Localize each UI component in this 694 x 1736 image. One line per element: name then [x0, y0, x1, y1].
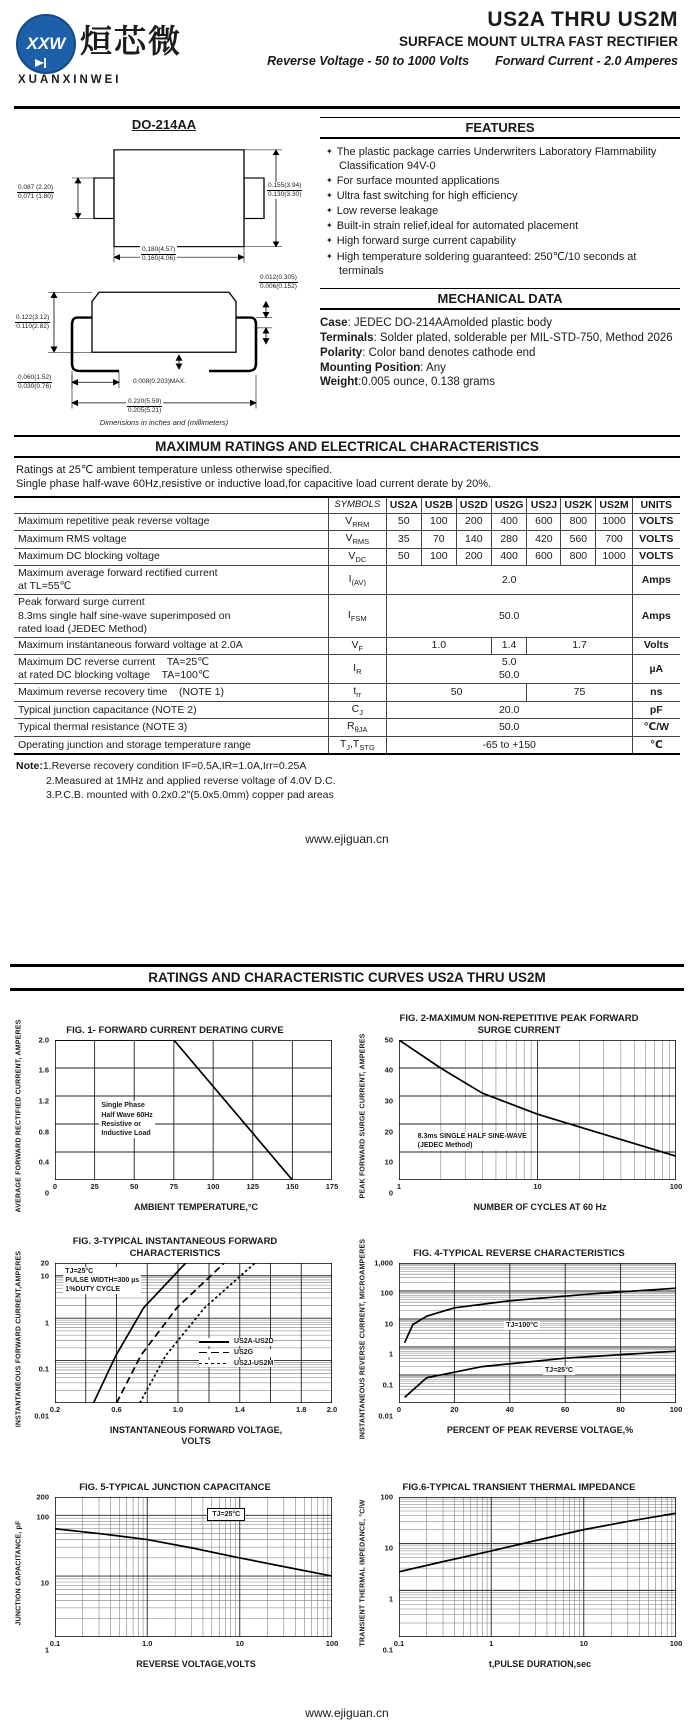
y-axis-label: PEAK FORWARD SURGE CURRENT, AMPERES [359, 1033, 367, 1199]
symbol-cell: $T_J,T_{STG}$ [328, 736, 386, 754]
mech-line-terminals: Terminals: Solder plated, solderable per MIL-STD-750, Method 2026 [320, 331, 673, 344]
feature-item: ✦ Ultra fast switching for high efficiency [326, 190, 518, 203]
value-cell: 800 [561, 513, 596, 530]
param-cell: Maximum repetitive peak reverse voltage [14, 513, 328, 530]
value-cell: 70 [421, 531, 456, 548]
note-line: 2.Measured at 1MHz and applied reverse voltage of 4.0V D.C. [46, 774, 336, 787]
value-cell: 420 [527, 531, 561, 548]
tick-label: 1.6 [38, 1065, 49, 1075]
param-cell: Maximum instantaneous forward voltage at 2.0A [14, 637, 328, 654]
figure-title: FIG. 2-MAXIMUM NON-REPETITIVE PEAK FORWARD SURGE CURRENT [399, 1013, 639, 1036]
plot-area [399, 1040, 676, 1180]
tick-label: 0 [396, 1404, 402, 1414]
feature-item: ✦ The plastic package carries Underwriters Laboratory Flammability Classification 94V-0 [326, 146, 657, 173]
table-row [14, 513, 680, 530]
symbol-cell: $R_{\theta JA}$ [328, 719, 386, 736]
table-row [14, 684, 680, 701]
feature-item: ✦ High forward surge current capability [326, 235, 516, 248]
y-axis-ticks [371, 1258, 397, 1421]
tick-label: 10 [40, 1271, 49, 1281]
value-cell: 140 [456, 531, 491, 548]
tick-label: 0.8 [38, 1127, 49, 1137]
symbol-cell: $V_F$ [328, 637, 386, 654]
bullet-icon: ✦ [326, 251, 333, 261]
unit-cell: ℃/W [632, 719, 680, 736]
header-titles [267, 8, 678, 68]
logo-mark [16, 14, 76, 74]
note-line: Note:1.Reverse recovery condition IF=0.5A,IR=1.0A,Irr=0.25A [16, 760, 307, 773]
tick-label: 100 [669, 1181, 683, 1191]
value-cell: 20.0 [386, 701, 632, 718]
chart-legend [199, 1338, 274, 1370]
tick-label: 1 [396, 1181, 402, 1191]
tick-label: 10 [579, 1638, 588, 1648]
value-cell: 200 [456, 513, 491, 530]
tick-label: 0.1 [393, 1638, 405, 1648]
part-number-title: US2A THRU US2M [487, 8, 678, 31]
forward-current-rating: Forward Current - 2.0 Amperes [495, 54, 678, 68]
note-line: 3.P.C.B. mounted with 0.2x0.2"(5.0x5.0mm) copper pad areas [46, 788, 334, 801]
tick-label: 1.0 [172, 1404, 184, 1414]
tick-label: 1 [388, 1594, 393, 1604]
tick-label: 20 [384, 1127, 393, 1137]
feature-item: ✦ For surface mounted applications [326, 175, 500, 188]
table-row [14, 566, 680, 595]
legend-entry: US2G [199, 1349, 274, 1357]
ratings-intro: Ratings at 25℃ ambient temperature unless otherwise specified. Single phase half-wave 60Hz,resistive or inductive load,for capacitive load current derate by 20%. [16, 464, 492, 491]
curves-section-heading: RATINGS AND CHARACTERISTIC CURVES US2A THRU US2M [10, 964, 684, 991]
unit-cell: ns [632, 684, 680, 701]
figure-title: FIG.6-TYPICAL TRANSIENT THERMAL IMPEDANCE [402, 1482, 636, 1494]
value-cell: 5.0 50.0 [386, 655, 632, 684]
param-cell: Peak forward surge current 8.3ms single half sine-wave superimposed on rated load (JEDEC Method) [14, 595, 328, 637]
param-cell: Typical junction capacitance (NOTE 2) [14, 701, 328, 718]
bullet-icon: ✦ [326, 206, 333, 216]
x-axis-label: t,PULSE DURATION,sec [488, 1658, 592, 1669]
x-axis-ticks [49, 1638, 339, 1650]
value-cell: 400 [491, 513, 527, 530]
figure-5-junction-capacitance [10, 1470, 340, 1671]
figure-3-forward-characteristics [10, 1236, 340, 1448]
param-header [14, 497, 328, 514]
dim-tab-height: 0.087 (2.20) 0.071 (1.80) [18, 184, 54, 200]
value-cell: 560 [561, 531, 596, 548]
value-cell: 100 [421, 513, 456, 530]
mechanical-data-heading: MECHANICAL DATA [320, 288, 680, 310]
dim-overall-width: 0.220(5.59) 0.205(5.21) [128, 398, 162, 414]
mech-line-mounting: Mounting Position: Any [320, 361, 446, 374]
unit-cell: µA [632, 655, 680, 684]
legend-entry: US2A-US2D [199, 1338, 274, 1346]
device-header: US2K [561, 497, 596, 514]
figure-title: FIG. 3-TYPICAL INSTANTANEOUS FORWARD CHARACTERISTICS [72, 1235, 278, 1259]
tick-label: 0 [52, 1181, 58, 1191]
mech-line-weight: Weight:0.005 ounce, 0.138 grams [320, 376, 495, 389]
value-cell: 1000 [596, 513, 632, 530]
x-axis-ticks [49, 1404, 338, 1416]
value-cell: 700 [596, 531, 632, 548]
tick-label: 100 [206, 1181, 220, 1191]
unit-cell: pF [632, 701, 680, 718]
value-cell: 800 [561, 548, 596, 565]
tick-label: 0.1 [38, 1364, 49, 1374]
tick-label: 1.4 [234, 1404, 245, 1414]
tick-label: 100 [669, 1638, 683, 1648]
param-cell: Maximum reverse recovery time (NOTE 1) [14, 684, 328, 701]
figure-title: FIG. 5-TYPICAL JUNCTION CAPACITANCE [79, 1482, 271, 1494]
tick-label: 0.1 [382, 1380, 393, 1390]
ratings-summary [267, 54, 678, 68]
mech-line-case: Case: JEDEC DO-214AAmolded plastic body [320, 316, 553, 329]
symbols-header: SYMBOLS [328, 497, 386, 514]
tick-label: 1 [388, 1349, 393, 1359]
tick-label: 10 [40, 1578, 49, 1588]
tick-label: 175 [325, 1181, 339, 1191]
figure-1-forward-current-derating [10, 1013, 340, 1214]
tick-label: 1,000 [374, 1258, 393, 1268]
package-side-view [14, 266, 314, 416]
dim-body-height: 0.155(3.94) 0.130(3.30) [268, 182, 302, 198]
symbol-cell: $I_{(AV)}$ [328, 566, 386, 595]
x-axis-ticks [52, 1181, 339, 1193]
package-drawing-column [14, 113, 314, 427]
y-axis-ticks [371, 1035, 397, 1198]
figure-4-reverse-characteristics [354, 1236, 684, 1448]
ratings-table [14, 496, 680, 756]
tick-label: 1.2 [38, 1096, 49, 1106]
legend-entry: US2J-US2M [199, 1360, 274, 1368]
feature-item: ✦ Built-in strain relief,ideal for automated placement [326, 220, 579, 233]
tick-label: 10 [384, 1543, 393, 1553]
mech-line-polarity: Polarity: Color band denotes cathode end [320, 346, 536, 359]
value-cell: 50.0 [386, 719, 632, 736]
solid-line-icon [199, 1341, 229, 1343]
bullet-icon: ✦ [326, 147, 333, 156]
table-row [14, 531, 680, 548]
unit-cell: Amps [632, 566, 680, 595]
device-header: US2M [596, 497, 632, 514]
tick-label: 0.01 [34, 1411, 49, 1421]
value-cell: 280 [491, 531, 527, 548]
value-cell: 2.0 [386, 566, 632, 595]
tick-label: 100 [380, 1492, 393, 1502]
chart-canvas [399, 1040, 676, 1180]
value-cell: 600 [527, 548, 561, 565]
features-heading: FEATURES [320, 117, 680, 139]
unit-cell: ℃ [632, 736, 680, 754]
tick-label: 2.0 [326, 1404, 338, 1414]
dim-body-width: 0.180(4.57) 0.160(4.06) [142, 246, 176, 262]
tick-label: 50 [130, 1181, 139, 1191]
y-axis-ticks [371, 1492, 397, 1655]
top-section [0, 109, 694, 427]
website-link: www.ejiguan.cn [305, 831, 389, 846]
reverse-voltage-range: Reverse Voltage - 50 to 1000 Volts [267, 54, 470, 68]
dim-standoff: 0.008(0.203)MAX. [133, 378, 186, 385]
tick-label: 0 [44, 1188, 49, 1198]
value-cell: 50.0 [386, 595, 632, 637]
tick-label: 0.6 [111, 1404, 122, 1414]
figure-2-peak-forward-surge-current [354, 1013, 684, 1214]
tick-label: 1 [44, 1318, 49, 1328]
x-axis-ticks [393, 1638, 683, 1650]
y-axis-label: TRANSIENT THERMAL IMPEDANCE, °C/W [359, 1499, 367, 1647]
bullet-icon: ✦ [326, 176, 333, 186]
thermal-impedance-curve [399, 1513, 676, 1572]
tick-label: 125 [246, 1181, 260, 1191]
value-cell: 600 [527, 513, 561, 530]
chart-canvas [399, 1263, 676, 1403]
y-axis-ticks [27, 1492, 53, 1655]
x-axis-label: INSTANTANEOUS FORWARD VOLTAGE, VOLTS [109, 1424, 283, 1447]
symbol-cell: $t_{rr}$ [328, 684, 386, 701]
tick-label: 100 [380, 1288, 393, 1298]
plot-area [399, 1497, 676, 1637]
symbol-cell: $C_J$ [328, 701, 386, 718]
dotted-line-icon [199, 1363, 229, 1365]
chart-annotation: TJ=100°C [506, 1322, 539, 1330]
param-cell: Maximum DC reverse current TA=25℃ at rated DC blocking voltage TA=100℃ [14, 655, 328, 684]
company-logo [16, 14, 246, 86]
table-row [14, 701, 680, 718]
ratings-heading: MAXIMUM RATINGS AND ELECTRICAL CHARACTERISTICS [14, 435, 680, 458]
param-cell: Maximum RMS voltage [14, 531, 328, 548]
tick-label: 75 [169, 1181, 178, 1191]
dim-lead-thickness: 0.012(0.305) 0.006(0.152) [260, 274, 297, 290]
plot-area [55, 1040, 332, 1180]
ratings-section [14, 435, 680, 802]
unit-cell: VOLTS [632, 513, 680, 530]
value-cell: 35 [386, 531, 421, 548]
device-header: US2J [527, 497, 561, 514]
dimensions-caption: Dimensions in inches and (millimeters) [99, 418, 229, 427]
value-cell: 200 [456, 548, 491, 565]
param-cell: Operating junction and storage temperature range [14, 736, 328, 754]
table-header-row [14, 497, 680, 514]
y-axis-ticks [27, 1258, 53, 1421]
tick-label: 60 [561, 1404, 570, 1414]
x-axis-label: NUMBER OF CYCLES AT 60 Hz [473, 1201, 607, 1212]
figure-title: FIG. 1- FORWARD CURRENT DERATING CURVE [66, 1024, 284, 1036]
value-cell: 1.4 [491, 637, 527, 654]
bullet-icon: ✦ [326, 236, 333, 246]
figure-title: FIG. 4-TYPICAL REVERSE CHARACTERISTICS [413, 1247, 625, 1259]
plot-area [55, 1263, 332, 1403]
mechanical-data [320, 316, 680, 391]
y-axis-ticks [27, 1035, 53, 1198]
chart-annotation: 8.3ms SINGLE HALF SINE-WAVE (JEDEC Method) [417, 1133, 527, 1150]
dim-foot-length: 0.060(1.52) 0.030(0.76) [18, 374, 52, 390]
unit-cell: VOLTS [632, 548, 680, 565]
chart-canvas [399, 1497, 676, 1637]
tick-label: 20 [450, 1404, 459, 1414]
chart-canvas [55, 1040, 332, 1180]
diode-symbol-icon [35, 59, 44, 67]
value-cell: 75 [527, 684, 632, 701]
y-axis-label: INSTANTANEOUS REVERSE CURRENT, MICROAMPERES [359, 1238, 367, 1440]
feature-item: ✦ Low reverse leakage [326, 205, 439, 218]
bullet-icon: ✦ [326, 221, 333, 231]
device-header: US2G [491, 497, 527, 514]
header [0, 0, 694, 106]
chart-annotation: TJ=25°C PULSE WIDTH=300 µs 1%DUTY CYCLE [65, 1267, 140, 1293]
tick-label: 1 [489, 1638, 494, 1648]
tick-label: 0.4 [38, 1157, 49, 1167]
table-row [14, 637, 680, 654]
tick-label: 100 [669, 1404, 683, 1414]
tick-label: 0.1 [382, 1645, 393, 1655]
symbol-cell: $V_{RRM}$ [328, 513, 386, 530]
unit-cell: Volts [632, 637, 680, 654]
x-axis-ticks [396, 1181, 683, 1193]
tick-label: 1.8 [296, 1404, 307, 1414]
tick-label: 100 [36, 1512, 49, 1522]
value-cell: 100 [421, 548, 456, 565]
x-axis-label: PERCENT OF PEAK REVERSE VOLTAGE,% [446, 1424, 634, 1435]
value-cell: 1.7 [527, 637, 632, 654]
unit-cell: Amps [632, 595, 680, 637]
y-axis-label: AVERAGE FORWARD RECTIFIED CURRENT, AMPERES [15, 1019, 23, 1213]
y-axis-label: INSTANTANEOUS FORWARD CURRENT,AMPERES [15, 1250, 23, 1428]
tick-label: 2.0 [38, 1035, 49, 1045]
table-row [14, 719, 680, 736]
x-axis-label: REVERSE VOLTAGE,VOLTS [136, 1658, 256, 1669]
feature-item: ✦ High temperature soldering guaranteed: 250℃/10 seconds at terminals [326, 250, 637, 277]
value-cell: 1000 [596, 548, 632, 565]
figures-grid [0, 991, 694, 1671]
param-cell: Maximum average forward rectified current at TL=55℃ [14, 566, 328, 595]
junction-capacitance-curve [55, 1529, 332, 1576]
symbol-cell: $V_{RMS}$ [328, 531, 386, 548]
logo-chinese-name: 烜芯微 [80, 22, 183, 60]
features-list [320, 145, 680, 278]
tick-label: 0.01 [378, 1411, 393, 1421]
symbol-cell: $V_{DC}$ [328, 548, 386, 565]
table-row [14, 595, 680, 637]
device-header: US2B [421, 497, 456, 514]
tick-label: 0 [388, 1188, 393, 1198]
dashed-line-icon [199, 1352, 229, 1354]
logo-xxw-text: XXW [26, 34, 66, 53]
x-axis-label: AMBIENT TEMPERATURE,°C [134, 1201, 258, 1212]
value-cell: 50 [386, 548, 421, 565]
value-cell: -65 to +150 [386, 736, 632, 754]
bullet-icon: ✦ [326, 191, 333, 201]
chart-annotation: TJ=25°C [545, 1367, 573, 1375]
table-row [14, 655, 680, 684]
units-header: UNITS [632, 497, 680, 514]
tick-label: 40 [505, 1404, 514, 1414]
value-cell: 1.0 [386, 637, 491, 654]
reverse-current-tj100-curve [405, 1288, 676, 1343]
chart-canvas [55, 1497, 332, 1637]
tick-label: 100 [325, 1638, 339, 1648]
param-cell: Typical thermal resistance (NOTE 3) [14, 719, 328, 736]
dim-side-height: 0.122(3.12) 0.110(2.82) [16, 314, 50, 330]
tick-label: 10 [384, 1157, 393, 1167]
device-header: US2D [456, 497, 491, 514]
table-row [14, 548, 680, 565]
symbol-cell: $I_{FSM}$ [328, 595, 386, 637]
tick-label: 200 [36, 1492, 49, 1502]
package-top-view [14, 134, 314, 266]
package-name: DO-214AA [131, 117, 197, 132]
figure-6-transient-thermal-impedance [354, 1470, 684, 1671]
tick-label: 150 [286, 1181, 299, 1191]
footer-website-link: www.ejiguan.cn [305, 1706, 389, 1720]
y-axis-label: JUNCTION CAPACITANCE, pF [15, 1520, 23, 1626]
tick-label: 10 [384, 1319, 393, 1329]
table-notes [16, 759, 678, 802]
value-cell: 50 [386, 513, 421, 530]
x-axis-ticks [396, 1404, 683, 1416]
device-header: US2A [386, 497, 421, 514]
tick-label: 0.2 [49, 1404, 61, 1414]
tick-label: 40 [384, 1065, 393, 1075]
param-cell: Maximum DC blocking voltage [14, 548, 328, 565]
product-subtitle: SURFACE MOUNT ULTRA FAST RECTIFIER [399, 34, 678, 49]
tick-label: 1.0 [142, 1638, 153, 1648]
tick-label: 1 [44, 1645, 49, 1655]
features-column [320, 113, 680, 427]
tick-label: 80 [616, 1404, 625, 1414]
tick-label: 10 [533, 1181, 542, 1191]
plot-area [55, 1497, 332, 1637]
tick-label: 10 [235, 1638, 244, 1648]
tick-label: 0.1 [49, 1638, 61, 1648]
table-row [14, 736, 680, 754]
logo-english-name: XUANXINWEI [18, 74, 122, 86]
chart-annotation: TJ=25°C [207, 1508, 245, 1521]
tick-label: 50 [384, 1035, 393, 1045]
chart-annotation: Single Phase Half Wave 60Hz Resistive or Inductive Load [101, 1102, 153, 1137]
tick-label: 20 [40, 1258, 49, 1268]
tick-label: 30 [384, 1096, 393, 1106]
unit-cell: VOLTS [632, 531, 680, 548]
value-cell: 400 [491, 548, 527, 565]
plot-area [399, 1263, 676, 1403]
symbol-cell: $I_R$ [328, 655, 386, 684]
tick-label: 25 [90, 1181, 99, 1191]
value-cell: 50 [386, 684, 527, 701]
